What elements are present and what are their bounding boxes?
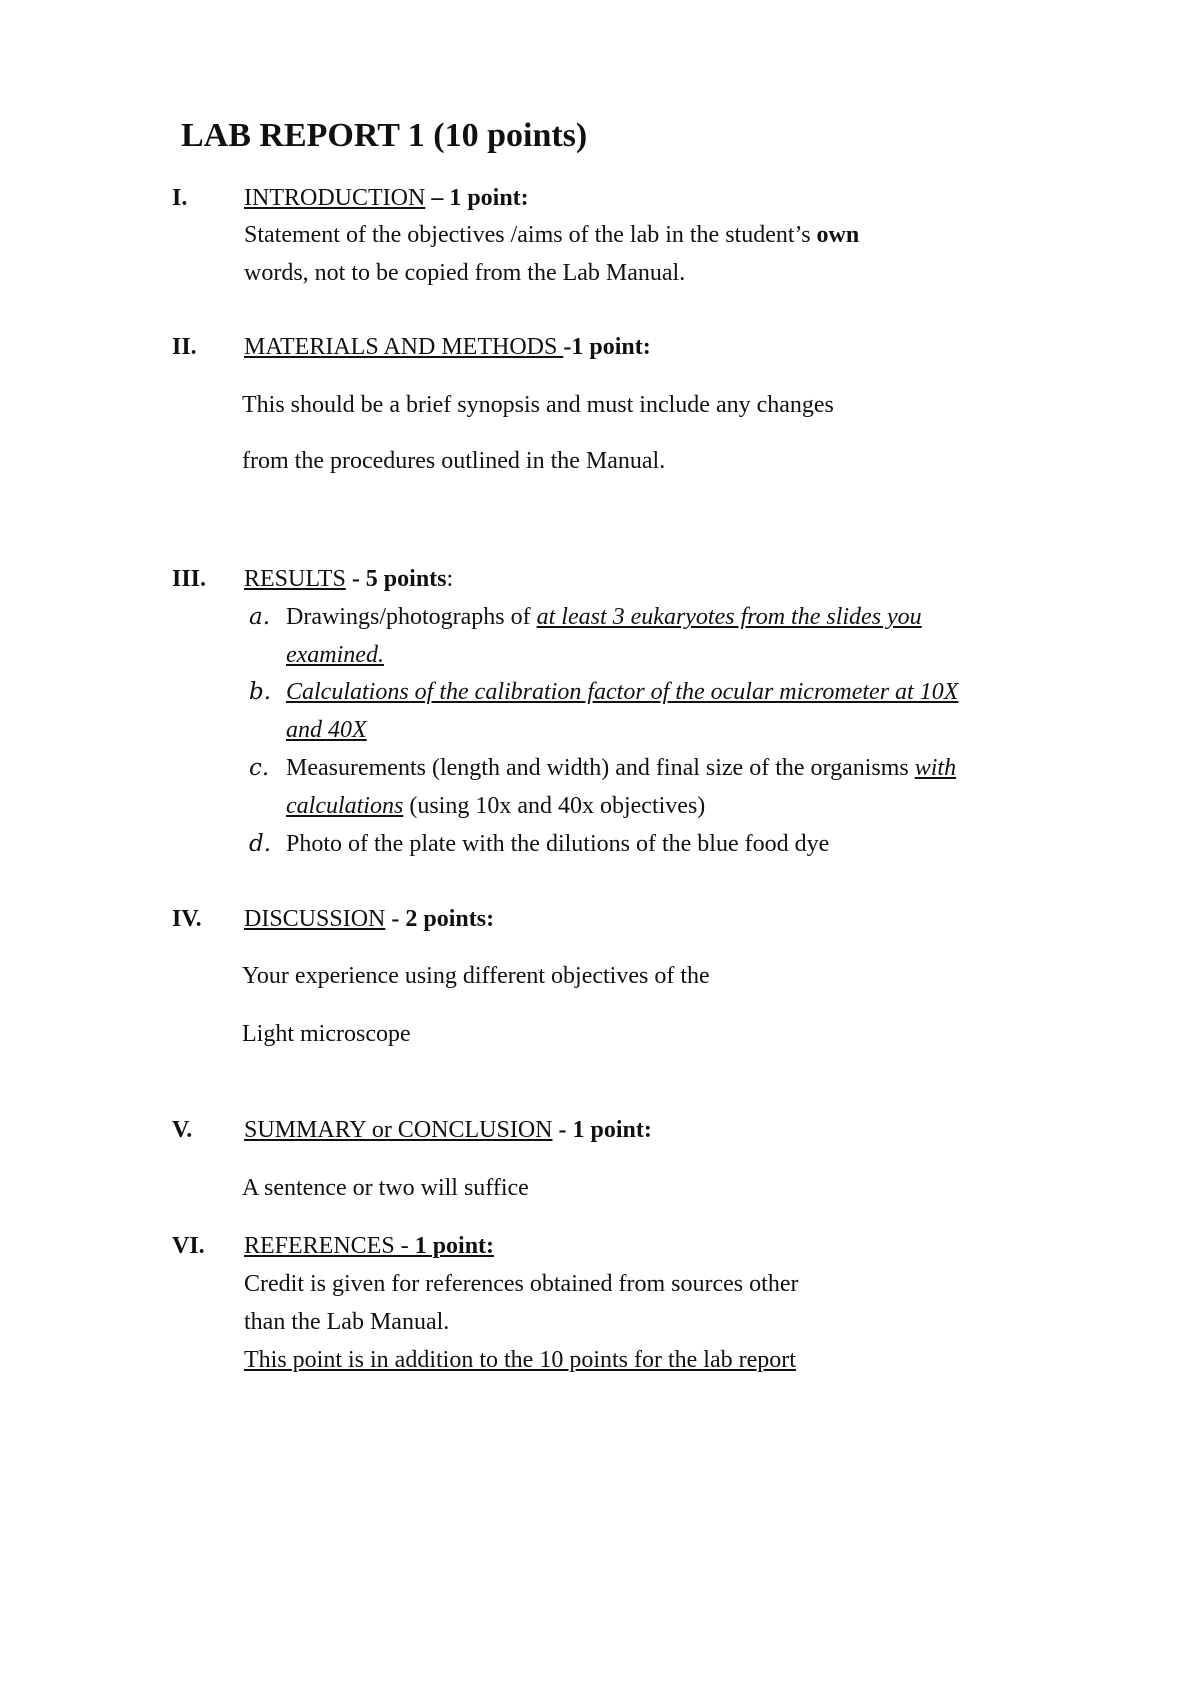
methods-line-2: from the procedures outlined in the Manual. [242, 448, 666, 474]
section-heading-discussion [244, 906, 494, 933]
results-item-letter-b: b. [249, 679, 272, 705]
heading-suffix: : [446, 566, 454, 592]
discussion-line-1: Your experience using different objectives of the [242, 963, 710, 989]
intro-line-1 [244, 222, 859, 249]
section-numeral-3: III. [172, 566, 207, 592]
section-numeral-6: VI. [172, 1233, 205, 1259]
heading-label: INTRODUCTION [244, 185, 426, 211]
page-title: LAB REPORT 1 (10 points) [181, 117, 588, 154]
results-item-c-text: Measurements (length and width) and final size of the organisms [286, 755, 915, 781]
results-item-c [286, 755, 956, 782]
references-note: This point is in addition to the 10 points for the lab report [244, 1347, 796, 1373]
results-item-b-continued: and 40X [286, 717, 367, 743]
heading-points: – 1 point: [425, 185, 529, 211]
section-heading-introduction [244, 185, 529, 212]
heading-label: REFERENCES - [244, 1233, 415, 1259]
results-item-a-emphasis: at least 3 eukaryotes from the slides you [536, 604, 922, 630]
results-item-c-post: (using 10x and 40x objectives) [403, 793, 706, 819]
heading-label: SUMMARY or CONCLUSION [244, 1117, 553, 1143]
results-item-b: Calculations of the calibration factor of the ocular micrometer at 10X [286, 679, 959, 705]
intro-line-2: words, not to be copied from the Lab Manual. [244, 260, 686, 286]
references-line-1: Credit is given for references obtained from sources other [244, 1271, 799, 1297]
results-item-a [286, 604, 922, 631]
heading-points: - 2 points: [385, 906, 495, 932]
section-heading-references [244, 1233, 494, 1260]
results-item-letter-d: d. [249, 831, 272, 857]
methods-line-1: This should be a brief synopsis and must include any changes [242, 392, 834, 418]
section-heading-materials-methods [244, 334, 651, 361]
section-heading-summary [244, 1117, 652, 1144]
results-item-letter-a: a. [249, 604, 271, 630]
section-numeral-1: I. [172, 185, 188, 211]
summary-line-1: A sentence or two will suffice [242, 1175, 529, 1201]
references-line-2: than the Lab Manual. [244, 1309, 450, 1335]
intro-line-1-text: Statement of the objectives /aims of the lab in the student’s [244, 222, 817, 248]
section-numeral-5: V. [172, 1117, 193, 1143]
results-item-letter-c: c. [249, 755, 270, 781]
heading-label: MATERIALS AND METHODS [244, 334, 564, 360]
heading-label: DISCUSSION [244, 906, 386, 932]
results-item-d: Photo of the plate with the dilutions of the blue food dye [286, 831, 830, 857]
results-item-a-continued: examined. [286, 642, 384, 668]
intro-line-1-bold: own [816, 222, 860, 248]
section-heading-results [244, 566, 453, 593]
section-numeral-4: IV. [172, 906, 202, 932]
results-item-c-emphasis-cont: calculations [286, 793, 404, 819]
heading-points: - 1 point: [552, 1117, 652, 1143]
results-item-c-emphasis: with [914, 755, 957, 781]
section-numeral-2: II. [172, 334, 197, 360]
heading-points: - 5 points [345, 566, 447, 592]
results-item-a-text: Drawings/photographs of [286, 604, 537, 630]
results-item-c-continued [286, 793, 705, 820]
heading-label: RESULTS [244, 566, 346, 592]
discussion-line-2: Light microscope [242, 1021, 411, 1047]
heading-points: 1 point: [414, 1233, 495, 1259]
heading-points: -1 point: [563, 334, 651, 360]
